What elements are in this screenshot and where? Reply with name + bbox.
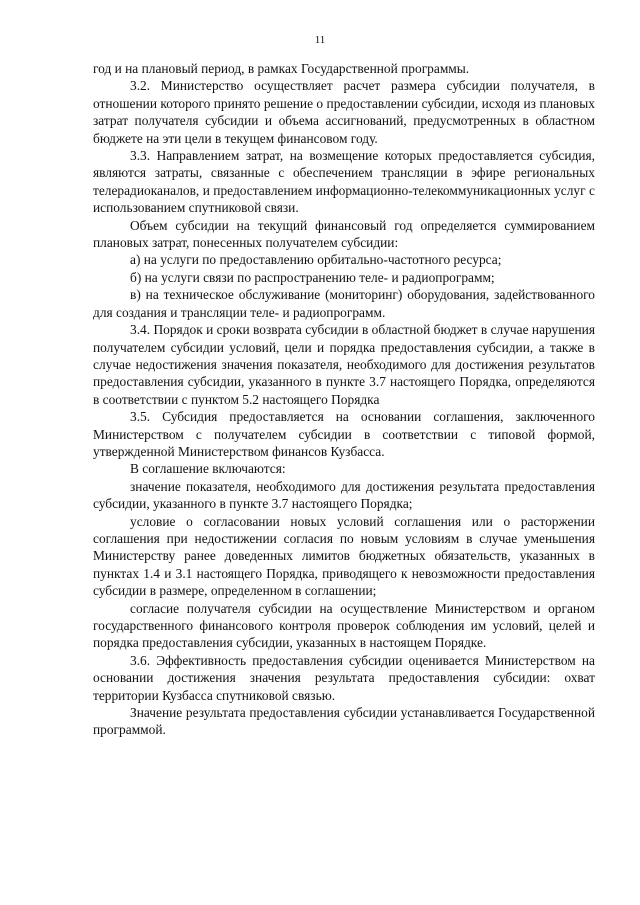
list-item-v: в) на техническое обслуживание (мониторинг) оборудования, задействованного для создания и трансляции теле- и радиопрограмм. [93,287,595,320]
paragraph-3-3: 3.3. Направлением затрат, на возмещение которых предоставляется субсидия, являются затраты, связанные с обеспечением трансляции в эфире региональных телерадиоканалов, и предоставлением информационно-телекоммуникационных услуг с использованием спутниковой связи. [93,148,595,216]
agreement-item-condition: условие о согласовании новых условий соглашения или о расторжении соглашения при недостижении согласия по новым условиям в случае уменьшения Министерству ранее доведенных лимитов бюджетных обязательств, указанных в пунктах 1.4 и 3.1 настоящего Порядка, приводящего к невозможности предоставления субсидии в размере, определенном в соглашении; [93,513,595,599]
paragraph-3-6: 3.6. Эффективность предоставления субсидии оценивается Министерством на основании достижения значения результата предоставления субсидии: охват территории Кузбасса спутниковой связью. [93,652,595,703]
agreement-item-indicator: значение показателя, необходимого для достижения результата предоставления субсидии, указанного в пункте 3.7 настоящего Порядка; [93,478,595,512]
page-number: 11 [314,34,326,46]
paragraph-3-2: 3.2. Министерство осуществляет расчет размера субсидии получателя, в отношении которого принято решение о предоставлении субсидии, исходя из плановых затрат получателя субсидии и объема ассигнований, предусмотренных в областном бюджете на эти цели в текущем финансовом году. [93,78,595,146]
agreement-item-consent: согласие получателя субсидии на осуществление Министерством и органом государственного финансового контроля проверок соблюдения им условий, целей и порядка предоставления субсидии, указанных в настоящем Порядке. [93,600,595,651]
paragraph-3-4: 3.4. Порядок и сроки возврата субсидии в областной бюджет в случае нарушения получателем субсидии условий, цели и порядка предоставления субсидии, а также в случае недостижения значения показателя, необходимого для достижения результатов предоставления субсидии, указанного в пункте 3.7 настоящего Порядка, определяются в соответствии с пунктом 5.2 настоящего Порядка [93,322,595,407]
paragraph-result-value: Значение результата предоставления субсидии устанавливается Государственной программой. [93,705,595,738]
list-item-b: б) на услуги связи по распространению теле- и радиопрограмм; [130,269,495,285]
document-body [93,60,595,739]
paragraph-3-5: 3.5. Субсидия предоставляется на основании соглашения, заключенного Министерством с получателем субсидии в соответствии с типовой формой, утвержденной Министерством финансов Кузбасса. [93,409,595,459]
paragraph-agreement-includes: В соглашение включаются: [130,461,286,477]
paragraph-subsidy-volume: Объем субсидии на текущий финансовый год определяется суммированием плановых затрат, понесенных получателем субсидии: [93,217,595,251]
paragraph-continuation: год и на плановый период, в рамках Государственной программы. [93,61,470,76]
list-item-a: а) на услуги по предоставлению орбитально-частотного ресурса; [130,252,502,268]
